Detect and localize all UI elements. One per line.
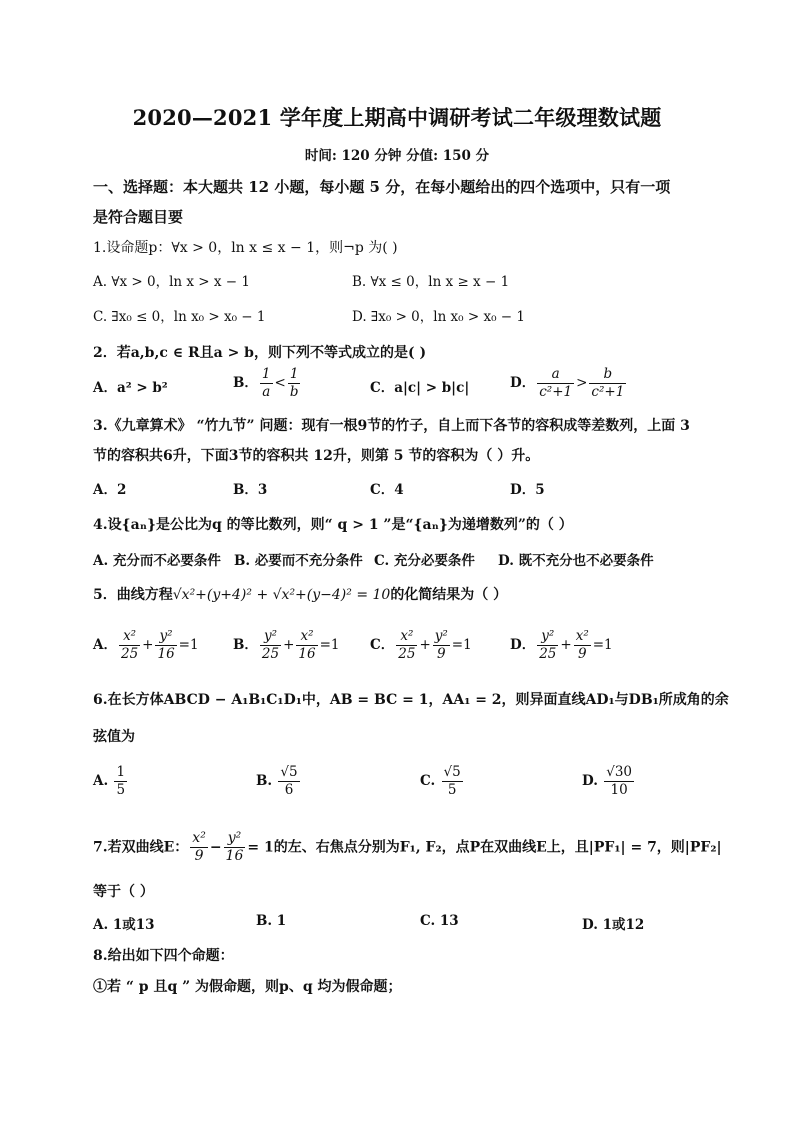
q6-option-d: D. $\frac{√30}{10}$	[582, 764, 633, 798]
q5-stem: 5．曲线方程√x²+(y+4)² + √x²+(y−4)² = 10的化简结果为（ ）	[93, 587, 508, 603]
q2-option-d: D． $\frac{a}{\text{c²+1}}$ > $\frac{b}{\text{c²+1}}$	[510, 366, 625, 400]
q3-option-a: A．2	[93, 482, 127, 498]
q5-option-a: A． $\frac{\text{x²}}{25}$ + $\frac{\text{y²}}{16}$ =1	[93, 628, 199, 662]
q1-option-b: B. ∀x ≤ 0，ln x ≥ x − 1	[352, 274, 510, 290]
q7-option-d: D. 1或12	[582, 917, 645, 933]
q6-option-b: B. $\frac{√5}{6}$	[256, 764, 298, 798]
q7-option-b: B. 1	[256, 913, 287, 929]
q8-item-1: ①若 “ p 且q ” 为假命题，则p、q 均为假命题；	[93, 979, 402, 995]
q2-option-a: A．a² > b²	[93, 380, 168, 396]
q4-option-c: C. 充分必要条件	[374, 553, 475, 569]
q4-option-d: D. 既不充分也不必要条件	[498, 553, 654, 569]
q3-option-b: B．3	[233, 482, 268, 498]
q2-option-c: C．a|c| > b|c|	[370, 380, 470, 396]
q3-stem-line1: 3.《九章算术》 “竹九节” 问题：现有一根9节的竹子，自上而下各节的容积成等差数列，上面 3	[93, 418, 690, 434]
q6-option-a: A. $\frac{1}{5}$	[93, 764, 126, 798]
q1-option-c: C. ∃x₀ ≤ 0，ln x₀ > x₀ − 1	[93, 309, 266, 325]
q3-stem-line2: 节的容积共6升，下面3节的容积共 12升，则第 5 节的容积为（ ）升。	[93, 448, 540, 464]
q7-option-a: A. 1或13	[93, 917, 155, 933]
q3-option-c: C．4	[370, 482, 404, 498]
q3-option-d: D．5	[510, 482, 545, 498]
q5-option-b: B． $\frac{\text{y²}}{25}$ + $\frac{\text{x²}}{16}$ =1	[233, 628, 340, 662]
q7-stem-line2: 等于（ ）	[93, 884, 154, 900]
q8-stem: 8.给出如下四个命题：	[93, 948, 234, 964]
q1-option-a: A. ∀x > 0，ln x > x − 1	[93, 274, 250, 290]
section-heading-line2: 是符合题目要	[93, 208, 184, 226]
q4-option-a: A. 充分而不必要条件	[93, 553, 221, 569]
q1-stem: 1.设命题p：∀x > 0，ln x ≤ x − 1，则¬p 为( )	[93, 240, 398, 256]
q4-stem: 4.设{aₙ}是公比为q 的等比数列，则“ q > 1 ”是“{aₙ}为递增数列”的（ ）	[93, 517, 573, 533]
q2-option-b: B． $\frac{1}{a}$ < $\frac{1}{b}$	[233, 366, 299, 400]
q5-option-d: D． $\frac{\text{y²}}{25}$ + $\frac{\text{x²}}{9}$ =1	[510, 628, 613, 662]
q1-option-d: D. ∃x₀ > 0，ln x₀ > x₀ − 1	[352, 309, 525, 325]
q6-stem-line1: 6.在长方体ABCD − A₁B₁C₁D₁中，AB = BC = 1，AA₁ = 2，则异面直线AD₁与DB₁所成角的余	[93, 692, 729, 708]
q7-stem: 7.若双曲线E： $\frac{\text{x²}}{9}$ − $\frac{\text{y²}}{16}$ = 1的左、右焦点分别为F₁, F₂，点P在双曲线E上，且|PF₁| = 7，则|PF₂|	[93, 830, 722, 864]
q7-option-c: C. 13	[420, 913, 459, 929]
exam-title: 2020—2021 学年度上期高中调研考试二年级理数试题	[132, 105, 662, 130]
q6-option-c: C. $\frac{√5}{5}$	[420, 764, 461, 798]
exam-subtitle: 时间: 120 分钟 分值: 150 分	[304, 148, 490, 164]
q5-option-c: C． $\frac{\text{x²}}{25}$ + $\frac{\text{y²}}{9}$ =1	[370, 628, 472, 662]
q2-stem: 2．若a,b,c ∈ R且a > b，则下列不等式成立的是( )	[93, 345, 427, 361]
q4-option-b: B. 必要而不充分条件	[234, 553, 363, 569]
q6-stem-line2: 弦值为	[93, 729, 135, 745]
section-heading-line1: 一、选择题：本大题共 12 小题，每小题 5 分，在每小题给出的四个选项中，只有一项	[93, 178, 671, 196]
